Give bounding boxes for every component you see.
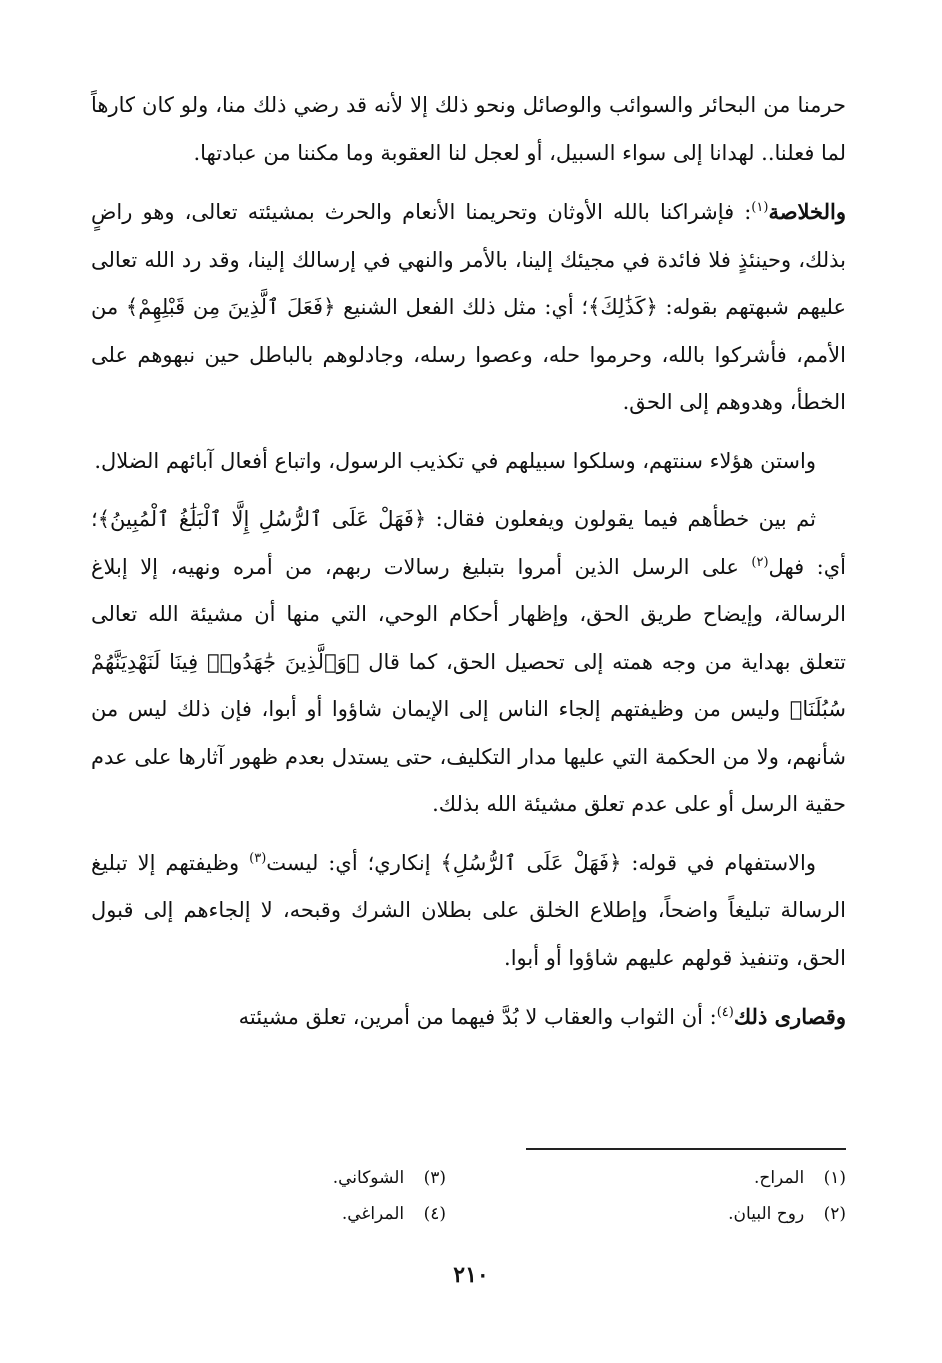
footnote-text: روح البيان. — [728, 1204, 805, 1224]
footnote-separator — [526, 1148, 846, 1150]
paragraph-text: حرمنا من البحائر والسوائب والوصائل ونحو ذلك إلا لأنه قد رضي ذلك منا، ولو كان كارهاً لما فعلنا.. لهدانا إلى سواء السبيل، أو لعجل لنا العقوبة وما مكننا من عبادتها. — [91, 93, 846, 165]
paragraph — [91, 993, 846, 1042]
paragraph-text: : أن الثواب والعقاب لا بُدَّ فيهما من أمرين، تعلق مشيئته — [238, 1005, 717, 1029]
quran-quote: ﴿فَعَلَ ٱلَّذِينَ مِن قَبْلِهِمْ﴾ — [125, 295, 336, 319]
lead-phrase: وقصارى ذلك — [733, 1004, 846, 1029]
footnotes-column-right — [586, 1160, 846, 1232]
main-text — [91, 82, 846, 1053]
paragraph-text: من الأمم، فأشركوا بالله، وحرموا حله، وعصوا رسله، وجادلوهم بالباطل حين نبهوهم على الخطأ، وهدوهم إلى الحق. — [91, 295, 846, 414]
paragraph — [91, 82, 846, 177]
footnote-text: المراح. — [753, 1168, 805, 1188]
footnote-number: (٤) — [423, 1204, 446, 1224]
footnote-item — [586, 1196, 846, 1232]
footnote-marker: (١) — [751, 200, 769, 215]
footnote-item — [586, 1160, 846, 1196]
footnote-item — [186, 1160, 446, 1196]
paragraph-text: على الرسل الذين أمروا بتبليغ رسالات ربهم، من أمره ونهيه، إلا إبلاغ الرسالة، وإيضاح طريق الحق، وإظهار أحكام الوحي، التي منها أن مشيئة الله تعالى تتعلق بهداية من وجه همته إلى تحصيل الحق، كما قال — [91, 554, 847, 674]
paragraph-text: وليس من وظيفتهم إلجاء الناس إلى الإيمان شاؤوا أو أبوا، فإن ذلك ليس من شأنهم، ولا من الحكمة التي عليها مدار التكليف، حتى يستدل بعدم ظهور آثارها على عدم حقية الرسل أو على عدم تعلق مشيئة الله بذلك. — [91, 697, 846, 816]
paragraph — [91, 840, 846, 983]
quran-quote: ﴿وَٱلَّذِينَ جَٰهَدُوا۟ فِينَا لَنَهْدِيَنَّهُمْ سُبُلَنَا﴾ — [91, 649, 846, 721]
paragraph-text: ثم بين خطأهم فيما يقولون ويفعلون فقال: — [426, 507, 816, 531]
paragraph — [91, 438, 846, 486]
paragraph — [91, 496, 846, 829]
paragraph-text: واستن هؤلاء سنتهم، وسلكوا سبيلهم في تكذيب الرسول، واتباع أفعال آبائهم الضلال. — [94, 448, 816, 473]
paragraph-text: وظيفتهم إلا تبليغ الرسالة تبليغاً واضحاً، وإطلاع الخلق على بطلان الشرك وقبحه، لا إلجاءهم إلى قبول الحق، وتنفيذ قولهم عليهم شاؤوا أو أبوا. — [91, 850, 846, 970]
footnote-number: (٢) — [823, 1204, 846, 1224]
paragraph — [91, 188, 846, 427]
paragraph-text: ؛ أي: فهل — [91, 507, 846, 579]
page-number: ٢١٠ — [453, 1262, 489, 1288]
footnote-number: (٣) — [423, 1168, 446, 1188]
footnote-text: الشوكاني. — [332, 1168, 405, 1188]
footnotes-column-left — [186, 1160, 446, 1232]
paragraph-text: إنكاري؛ أي: ليست — [266, 850, 441, 875]
quran-quote: ﴿فَهَلْ عَلَى ٱلرُّسُلِ﴾ — [440, 850, 622, 875]
footnote-marker: (٤) — [716, 1005, 734, 1020]
lead-phrase: والخلاصة — [768, 199, 846, 224]
quran-quote: ﴿فَهَلْ عَلَى ٱلرُّسُلِ إِلَّا ٱلْبَلَٰغُ ٱلْمُبِينُ﴾ — [97, 507, 427, 531]
footnote-text: المراغي. — [341, 1204, 405, 1224]
footnote-number: (١) — [823, 1168, 846, 1188]
footnote-item — [186, 1196, 446, 1232]
quran-quote: ﴿كَذَٰلِكَ﴾ — [588, 295, 658, 319]
paragraph-text: ؛ أي: مثل ذلك الفعل الشنيع — [335, 295, 589, 319]
footnote-marker: (٢) — [751, 554, 769, 570]
footnote-marker: (٣) — [249, 850, 267, 866]
paragraph-text: والاستفهام في قوله: — [621, 850, 817, 875]
paragraph-text: : فإشراكنا بالله الأوثان وتحريمنا الأنعام والحرث بمشيئته تعالى، وهو راضٍ بذلك، وحينئذٍ فلا فائدة في مجيئك إلينا، بالأمر والنهي في إرسالك إلينا، وقد رد الله تعالى عليهم شبهتهم بقوله: — [91, 200, 847, 319]
